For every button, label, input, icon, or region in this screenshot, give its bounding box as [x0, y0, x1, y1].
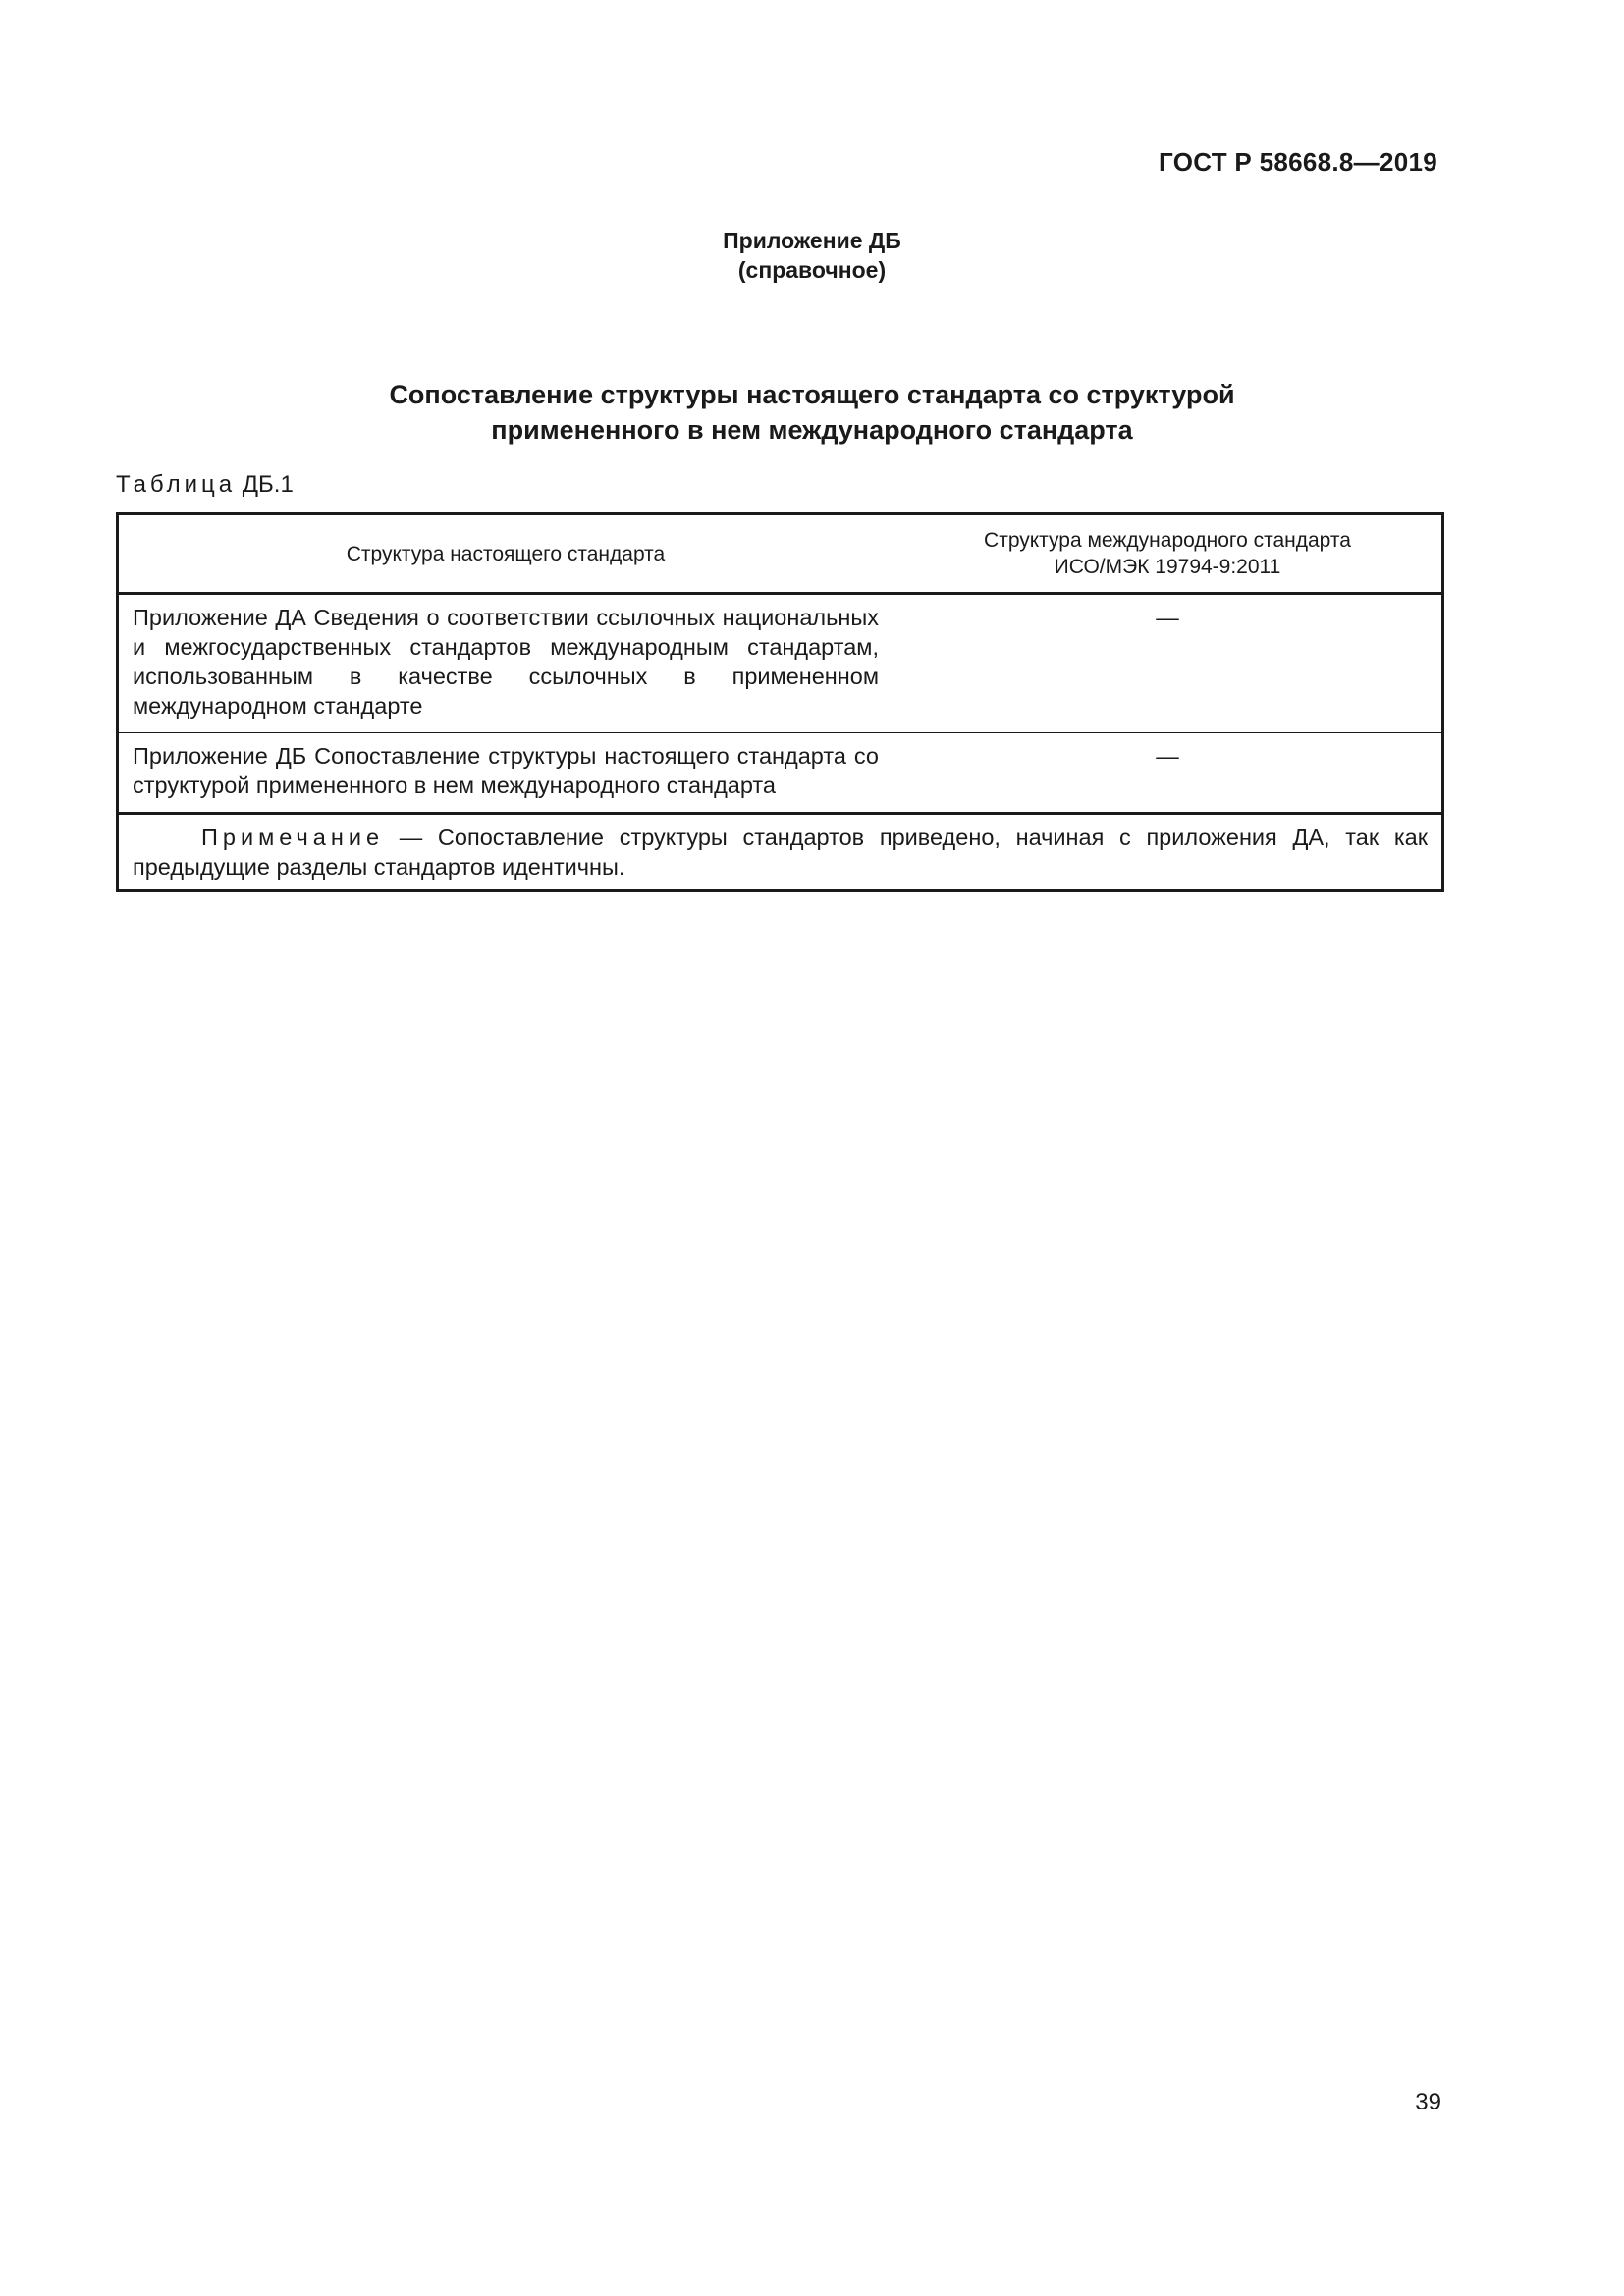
table-header-row — [118, 514, 1443, 594]
annex-title: Приложение ДБ — [723, 228, 901, 253]
row-structure-cell: Приложение ДА Сведения о соответствии ссылочных национальных и межгосударственных стандартов международным стандартам, использованным в качестве ссылочных в примененном международном стандарте — [118, 594, 893, 733]
header-national-structure: Структура настоящего стандарта — [118, 514, 893, 594]
section-title-line-2: примененного в нем международного стандарта — [491, 415, 1133, 445]
section-title-line-1: Сопоставление структуры настоящего стандарта со структурой — [389, 380, 1235, 409]
table-caption-label: Таблица — [116, 471, 237, 498]
row-international-cell: — — [893, 594, 1443, 733]
note-text: — Сопоставление структуры стандартов приведено, начиная с приложения ДА, так как предыдущие разделы стандартов идентичны. — [133, 825, 1428, 880]
row-structure-cell: Приложение ДБ Сопоставление структуры настоящего стандарта со структурой примененного в нем международного стандарта — [118, 733, 893, 814]
header-international-line-2: ИСО/МЭК 19794-9:2011 — [1054, 556, 1281, 578]
annex-status: (справочное) — [737, 257, 887, 283]
comparison-table — [116, 512, 1444, 892]
note-label: Примечание — [201, 825, 385, 850]
annex-heading — [0, 226, 1624, 285]
table-note-cell — [118, 814, 1443, 891]
table-note-row — [118, 814, 1443, 891]
section-title — [0, 377, 1624, 448]
table-caption — [116, 471, 294, 499]
header-international-structure — [893, 514, 1443, 594]
document-code: ГОСТ Р 58668.8—2019 — [1159, 147, 1437, 177]
header-international-line-1: Структура международного стандарта — [984, 529, 1351, 552]
table-caption-number: ДБ.1 — [242, 471, 294, 498]
page-number: 39 — [1415, 2089, 1441, 2115]
table-row — [118, 594, 1443, 733]
comparison-table-wrapper — [116, 512, 1441, 892]
table-row — [118, 733, 1443, 814]
row-international-cell: — — [893, 733, 1443, 814]
